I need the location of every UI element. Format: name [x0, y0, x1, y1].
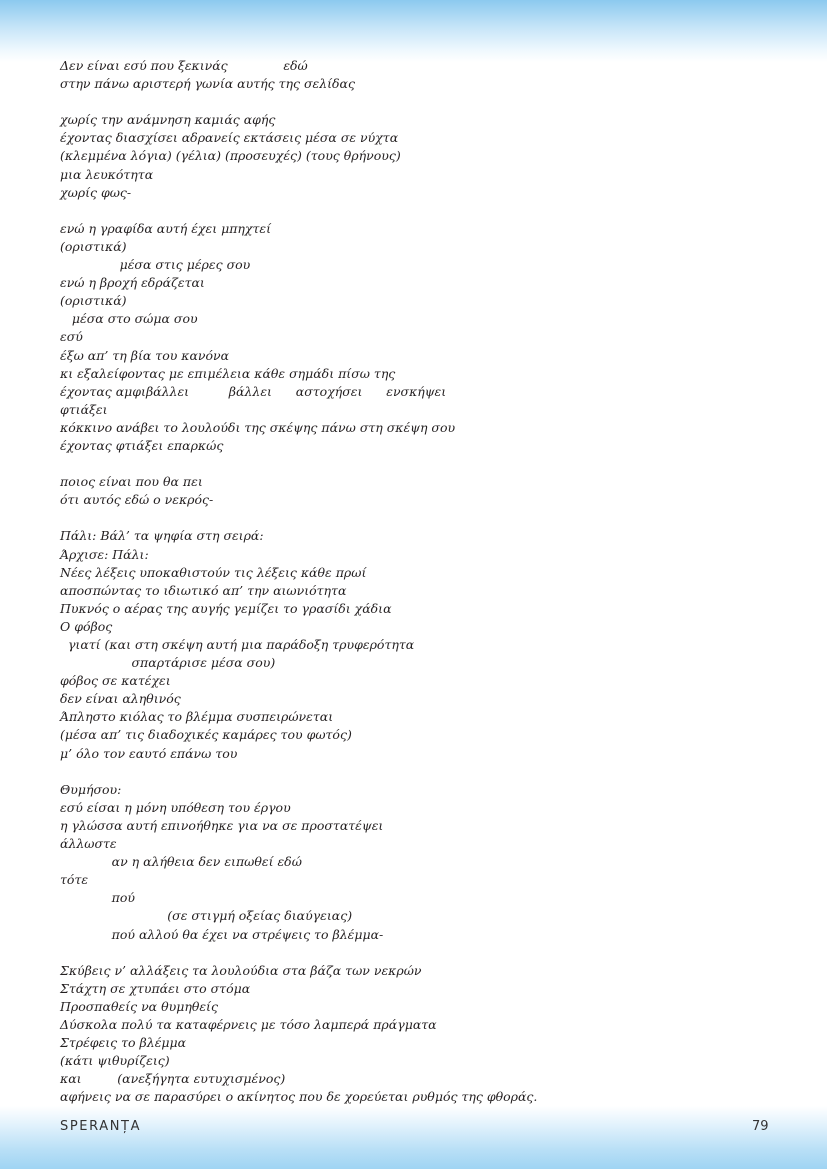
- poem-line: δεν είναι αληθινός: [60, 691, 181, 707]
- poem-text: [60, 57, 780, 1106]
- poem-line: πού αλλού θα έχει να στρέψεις το βλέμμα-: [60, 926, 384, 942]
- poem-line: ποιος είναι που θα πει: [60, 474, 203, 490]
- poem-line: πού: [60, 890, 135, 906]
- poem-line: έχοντας αμφιβάλλει βάλλει αστοχήσει ενσκήψει: [60, 383, 447, 399]
- stanza-break: [60, 763, 780, 781]
- stanza-break: [60, 202, 780, 220]
- poem-line: φόβος σε κατέχει: [60, 673, 171, 689]
- poem-line: (κλεμμένα λόγια) (γέλια) (προσευχές) (τους θρήνους): [60, 148, 401, 164]
- poem-line: Στρέφεις το βλέμμα: [60, 1035, 187, 1051]
- poem-line: έχοντας φτιάξει επαρκώς: [60, 437, 224, 453]
- stanza-break: [60, 509, 780, 527]
- poem-line: (οριστικά): [60, 293, 127, 309]
- poem-line: εσύ είσαι η μόνη υπόθεση του έργου: [60, 799, 291, 815]
- poem-line: αν η αλήθεια δεν ειπωθεί εδώ: [60, 854, 302, 870]
- poem-line: αποσπώντας το ιδιωτικό απ’ την αιωνιότητα: [60, 582, 347, 598]
- poem-line: (οριστικά): [60, 238, 127, 254]
- poem-line: σπαρτάρισε μέσα σου): [60, 655, 276, 671]
- poem-line: κι εξαλείφοντας με επιμέλεια κάθε σημάδι πίσω της: [60, 365, 396, 381]
- poem-line: Προσπαθείς να θυμηθείς: [60, 998, 218, 1014]
- footer-gradient-band: [0, 1106, 827, 1169]
- poem-line: Δύσκολα πολύ τα καταφέρνεις με τόσο λαμπερά πράγματα: [60, 1016, 437, 1032]
- poem-line: άλλωστε: [60, 836, 117, 852]
- stanza-break: [60, 455, 780, 473]
- poem-line: αφήνεις να σε παρασύρει ο ακίνητος που δε χορεύεται ρυθμός της φθοράς.: [60, 1089, 538, 1105]
- poem-line: χωρίς την ανάμνηση καμιάς αφής: [60, 112, 276, 128]
- poem-line: ενώ η γραφίδα αυτή έχει μπηχτεί: [60, 220, 271, 236]
- poem-line: στην πάνω αριστερή γωνία αυτής της σελίδας: [60, 76, 355, 92]
- poem-line: γιατί (και στη σκέψη αυτή μια παράδοξη τρυφερότητα: [60, 637, 415, 652]
- poem-line: Σκύβεις ν’ αλλάξεις τα λουλούδια στα βάζα των νεκρών: [60, 962, 422, 978]
- poem-line: ότι αυτός εδώ ο νεκρός-: [60, 492, 214, 508]
- poem-line: ενώ η βροχή εδράζεται: [60, 275, 205, 291]
- poem-line: Στάχτη σε χτυπάει στο στόμα: [60, 980, 251, 996]
- stanza-break: [60, 93, 780, 111]
- publication-name: SPERANȚA: [60, 1119, 142, 1134]
- page-number: 79: [752, 1119, 769, 1134]
- poem-line: Θυμήσου:: [60, 781, 122, 797]
- stanza-break: [60, 944, 780, 962]
- poem-line: (σε στιγμή οξείας διαύγειας): [60, 908, 353, 924]
- poem-line: Νέες λέξεις υποκαθιστούν τις λέξεις κάθε πρωί: [60, 564, 367, 580]
- poem-line: Δεν είναι εσύ που ξεκινάς εδώ: [60, 58, 308, 73]
- poem-line: έξω απ’ τη βία του κανόνα: [60, 347, 230, 363]
- poem-line: η γλώσσα αυτή επινοήθηκε για να σε προστατέψει: [60, 817, 384, 833]
- poem-line: μέσα στο σώμα σου: [60, 311, 198, 327]
- poem-line: χωρίς φως-: [60, 184, 132, 200]
- poem-line: τότε: [60, 872, 89, 888]
- poem-line: Άπληστο κιόλας το βλέμμα συσπειρώνεται: [60, 709, 334, 725]
- poem-line: μια λευκότητα: [60, 166, 154, 182]
- poem-line: έχοντας διασχίσει αδρανείς εκτάσεις μέσα σε νύχτα: [60, 130, 399, 146]
- poem-line: (κάτι ψιθυρίζεις): [60, 1053, 170, 1069]
- poem-line: φτιάξει: [60, 401, 108, 417]
- poem-line: Ο φόβος: [60, 618, 113, 634]
- header-gradient-band: [0, 0, 827, 62]
- poem-line: μ’ όλο τον εαυτό επάνω του: [60, 745, 238, 761]
- poem-line: εσύ: [60, 329, 83, 345]
- poem-line: και (ανεξήγητα ευτυχισμένος): [60, 1071, 286, 1087]
- poem-line: μέσα στις μέρες σου: [60, 257, 251, 273]
- poem-line: Πυκνός ο αέρας της αυγής γεμίζει το γρασίδι χάδια: [60, 600, 392, 616]
- poem-line: (μέσα απ’ τις διαδοχικές καμάρες του φωτός): [60, 727, 352, 743]
- poem-line: Πάλι: Βάλ’ τα ψηφία στη σειρά:: [60, 528, 264, 544]
- poem-line: Άρχισε: Πάλι:: [60, 546, 149, 562]
- poem-line: κόκκινο ανάβει το λουλούδι της σκέψης πάνω στη σκέψη σου: [60, 419, 456, 435]
